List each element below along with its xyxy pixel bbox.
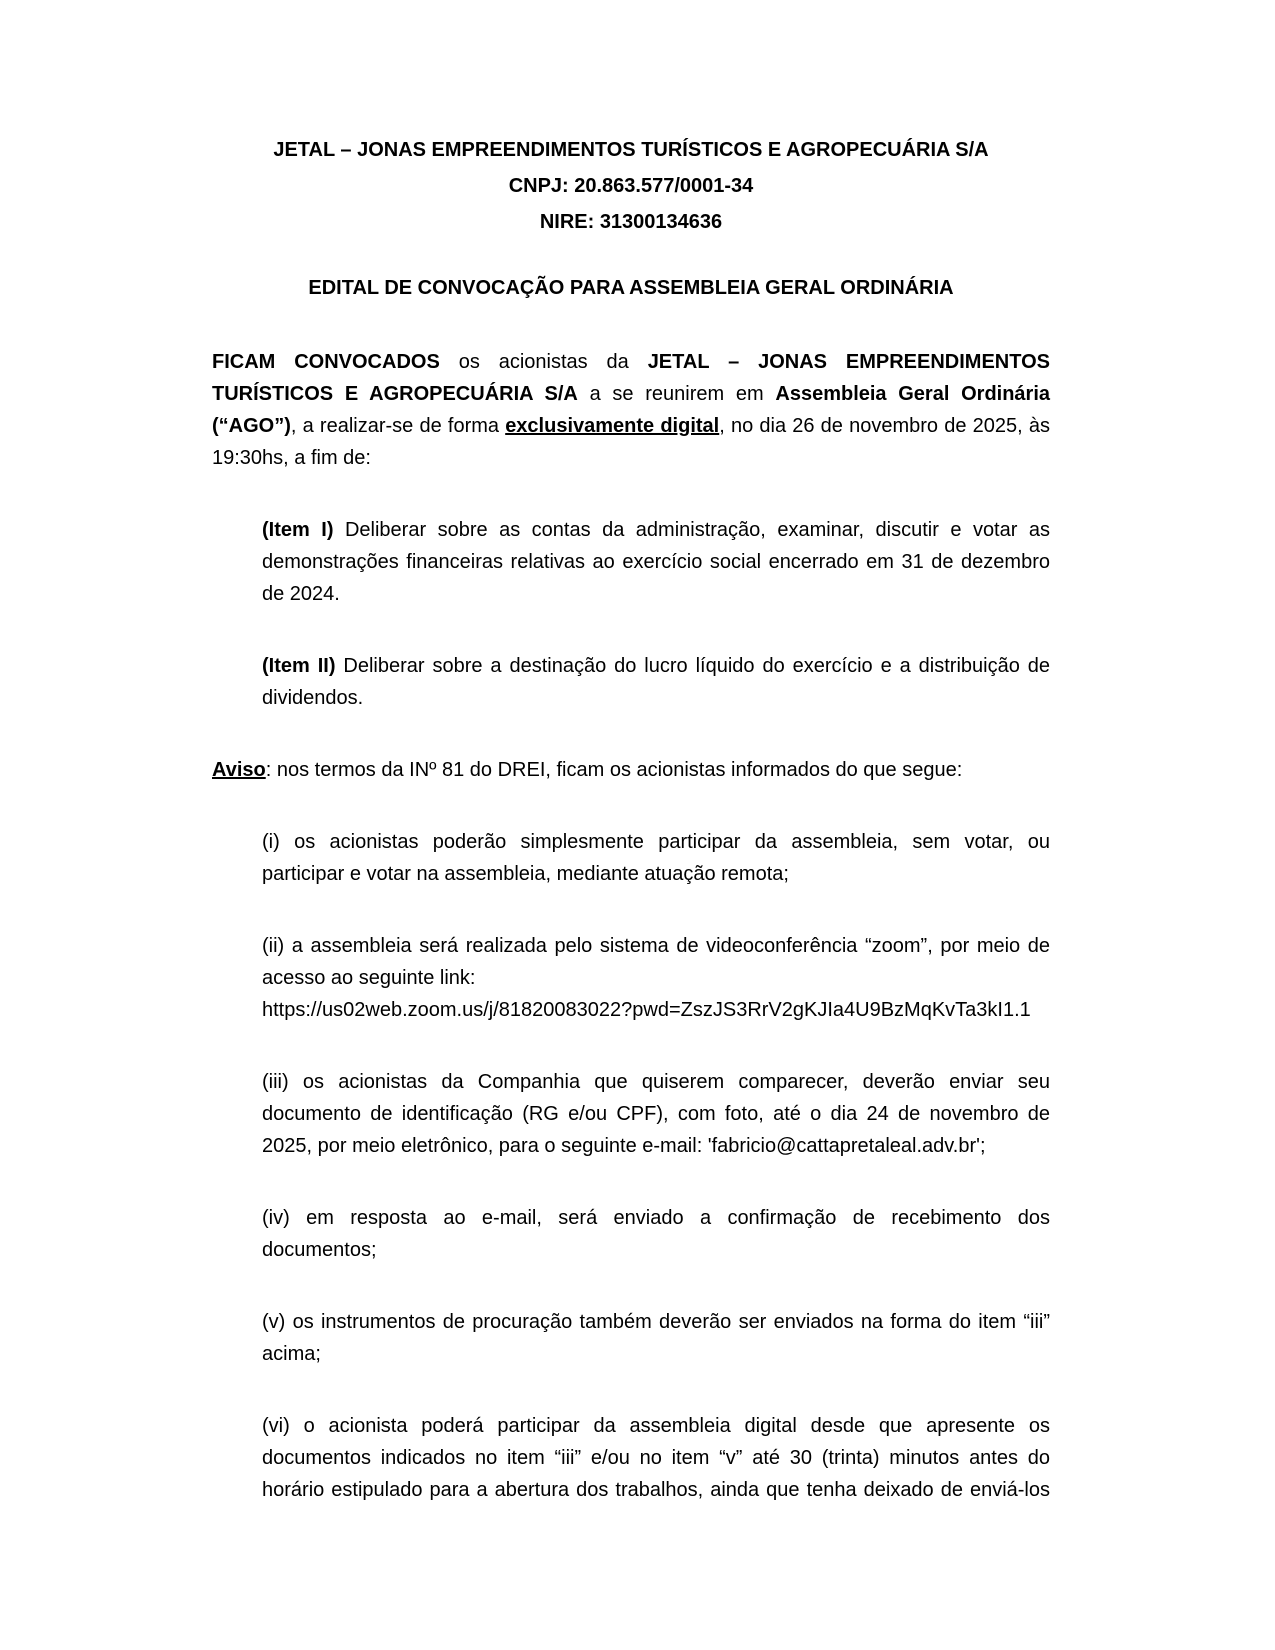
notice-paragraph [212, 754, 1050, 786]
notice-item-i: (i) os acionistas poderão simplesmente participar da assembleia, sem votar, ou participar e votar na assembleia, mediante atuação remota; [262, 831, 1050, 885]
intro-realizar-run: , a realizar-se de forma [290, 415, 506, 437]
notice-text: : nos termos da INº 81 do DREI, ficam os acionistas informados do que segue: [265, 759, 963, 781]
intro-paragraph [212, 346, 1050, 474]
intro-acionistas-run: os acionistas da [439, 351, 648, 373]
intro-company-run: JETAL – JONAS EMPREENDIMENTOS TURÍSTICOS E AGROPECUÁRIA S/A [212, 351, 1051, 405]
notice-item-iii: (iii) os acionistas da Companhia que quiserem comparecer, deverão enviar seu documento de identificação (RG e/ou CPF), com foto, até o dia 24 de novembro de 2025, por meio eletrônico, para o seguinte e-mail: 'fabricio@cattapretaleal.adv.br'; [262, 1071, 1050, 1157]
notice-item-v: (v) os instrumentos de procuração também deverão ser enviados na forma do item “iii” acima; [262, 1311, 1050, 1365]
document-title: EDITAL DE CONVOCAÇÃO PARA ASSEMBLEIA GERAL ORDINÁRIA [308, 277, 954, 299]
agenda-item-1 [262, 514, 1050, 610]
notice-item-iv: (iv) em resposta ao e-mail, será enviado a confirmação de recebimento dos documentos; [262, 1207, 1050, 1261]
agenda-item-1-label: (Item I) [262, 519, 334, 541]
intro-digital-run: exclusivamente digital [505, 415, 720, 437]
company-cnpj: CNPJ: 20.863.577/0001-34 [508, 175, 754, 197]
notice-item-vi: (vi) o acionista poderá participar da assembleia digital desde que apresente os documentos indicados no item “iii” e/ou no item “v” até 30 (trinta) minutos antes do horário estipulado para a abertura dos trabalhos, ainda que tenha deixado de enviá-los [262, 1415, 1050, 1501]
document-header [212, 132, 1050, 240]
company-nire: NIRE: 31300134636 [539, 211, 723, 233]
agenda-item-2-text: Deliberar sobre a destinação do lucro líquido do exercício e a distribuição de dividendos. [262, 655, 1050, 709]
agenda-item-2 [262, 650, 1050, 714]
agenda-item-2-label: (Item II) [262, 655, 336, 677]
intro-convocados-run: FICAM CONVOCADOS [212, 351, 440, 373]
intro-data-run: , no dia 26 de novembro de 2025, às 19:30hs, a fim de: [212, 415, 1050, 469]
notice-label: Aviso [212, 759, 266, 781]
notice-item-ii [262, 930, 1050, 1026]
intro-reunirem-run: a se reunirem em [577, 383, 776, 405]
company-name: JETAL – JONAS EMPREENDIMENTOS TURÍSTICOS E AGROPECUÁRIA S/A [273, 139, 989, 161]
intro-assembleia-run: Assembleia Geral Ordinária (“AGO”) [212, 383, 1051, 437]
zoom-meeting-link[interactable]: https://us02web.zoom.us/j/81820083022?pwd=ZszJS3RrV2gKJIa4U9BzMqKvTa3kI1.1 [262, 999, 1031, 1021]
agenda-item-1-text: Deliberar sobre as contas da administração, examinar, discutir e votar as demonstrações financeiras relativas ao exercício social encerrado em 31 de dezembro de 2024. [262, 519, 1050, 605]
notice-item-ii-text: (ii) a assembleia será realizada pelo sistema de videoconferência “zoom”, por meio de acesso ao seguinte link: [262, 935, 1050, 989]
